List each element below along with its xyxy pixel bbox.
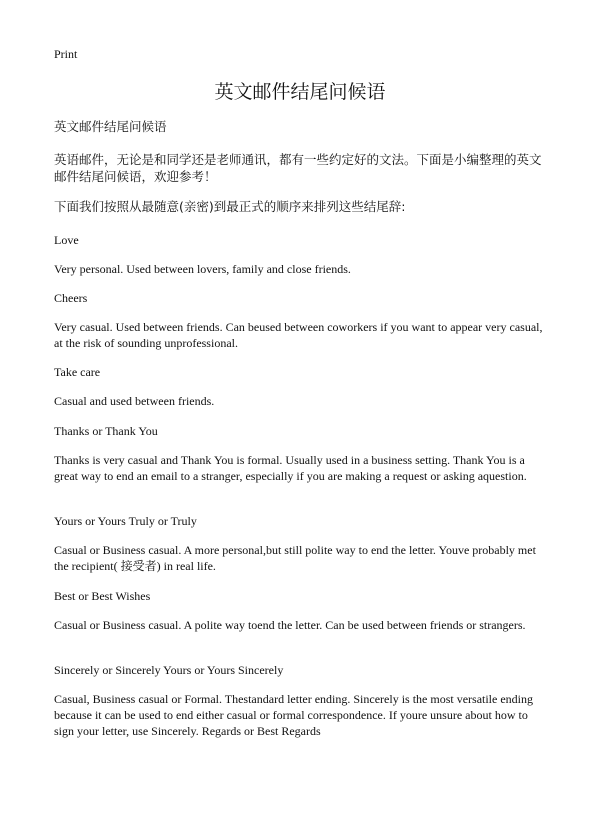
closing-heading-take-care: Take care: [54, 365, 101, 379]
closing-desc-cheers: Very casual. Used between friends. Can beused between coworkers if you want to appear very casual, at the risk of sounding unprofessional.: [54, 320, 543, 350]
closing-heading-thanks: Thanks or Thank You: [54, 424, 158, 438]
intro-paragraph: 英语邮件，无论是和同学还是老师通讯，都有一些约定好的文法。下面是小编整理的英文邮件结尾问候语，欢迎参考！: [54, 152, 542, 184]
closing-heading-yours: Yours or Yours Truly or Truly: [54, 514, 197, 528]
closing-heading-cheers: Cheers: [54, 291, 88, 305]
closing-heading-best: Best or Best Wishes: [54, 589, 151, 603]
closing-heading-love: Love: [54, 233, 79, 247]
ordering-paragraph: 下面我们按照从最随意(亲密)到最正式的顺序来排列这些结尾辞:: [54, 199, 406, 214]
closing-desc-take-care: Casual and used between friends.: [54, 394, 215, 408]
subtitle-paragraph: 英文邮件结尾问候语: [54, 119, 167, 134]
closing-desc-sincerely: Casual, Business casual or Formal. Thestandard letter ending. Sincerely is the most versatile ending because it can be used to end either casual or formal correspondence. If youre unsure about how to sign your letter, use Sincerely. Regards or Best Regards: [54, 692, 534, 738]
closing-heading-sincerely: Sincerely or Sincerely Yours or Yours Sincerely: [54, 663, 284, 677]
page-title: 英文邮件结尾问候语: [214, 81, 386, 103]
closing-desc-best: Casual or Business casual. A polite way toend the letter. Can be used between friends or strangers.: [54, 618, 526, 632]
closing-desc-thanks: Thanks is very casual and Thank You is formal. Usually used in a business setting. Thank You is a great way to end an email to a stranger, especially if you are making a request or asking aquestion.: [54, 453, 527, 483]
print-link[interactable]: Print: [54, 47, 78, 61]
closing-desc-yours: Casual or Business casual. A more personal,but still polite way to end the letter. Youve probably met the recipient( 接受者) in real life.: [54, 543, 536, 573]
closing-desc-love: Very personal. Used between lovers, family and close friends.: [54, 262, 351, 276]
